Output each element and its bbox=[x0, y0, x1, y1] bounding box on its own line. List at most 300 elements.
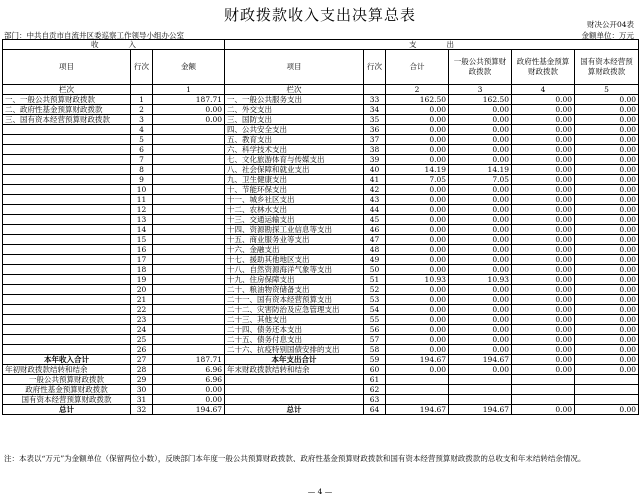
fund-budget-amount: 0.00 bbox=[512, 115, 575, 125]
soe-budget-amount: 0.00 bbox=[575, 275, 639, 285]
expense-item: 三、国防支出 bbox=[225, 115, 364, 125]
income-item: 一般公共预算财政拨款 bbox=[3, 375, 131, 385]
expense-row-number: 47 bbox=[364, 235, 386, 245]
income-item bbox=[3, 275, 131, 285]
fund-budget-amount: 0.00 bbox=[512, 235, 575, 245]
soe-budget-amount: 0.00 bbox=[575, 345, 639, 355]
expense-row-number: 63 bbox=[364, 395, 386, 405]
fund-budget-amount: 0.00 bbox=[512, 125, 575, 135]
fund-budget-amount: 0.00 bbox=[512, 155, 575, 165]
soe-budget-amount: 0.00 bbox=[575, 165, 639, 175]
table-row bbox=[3, 95, 639, 105]
general-budget-amount: 0.00 bbox=[449, 185, 512, 195]
expense-item: 二十五、债务付息支出 bbox=[225, 335, 364, 345]
expense-row-number: 49 bbox=[364, 255, 386, 265]
soe-budget-amount: 0.00 bbox=[575, 105, 639, 115]
expense-row-number: 55 bbox=[364, 315, 386, 325]
fund-budget-amount bbox=[512, 395, 575, 405]
general-budget-amount: 0.00 bbox=[449, 335, 512, 345]
soe-budget-amount: 0.00 bbox=[575, 185, 639, 195]
income-amount: 6.96 bbox=[153, 365, 225, 375]
expense-row-number: 46 bbox=[364, 225, 386, 235]
expense-row-number: 45 bbox=[364, 215, 386, 225]
expense-item: 本年支出合计 bbox=[225, 355, 364, 365]
expense-item: 十五、商业服务业等支出 bbox=[225, 235, 364, 245]
income-item: 二、政府性基金预算财政拨款 bbox=[3, 105, 131, 115]
general-budget-amount: 0.00 bbox=[449, 245, 512, 255]
income-amount: 0.00 bbox=[153, 385, 225, 395]
table-row bbox=[3, 335, 639, 345]
expense-row-number: 51 bbox=[364, 275, 386, 285]
income-amount bbox=[153, 305, 225, 315]
table-row bbox=[3, 315, 639, 325]
income-row-number: 1 bbox=[131, 95, 153, 105]
soe-budget-amount: 0.00 bbox=[575, 235, 639, 245]
income-amount bbox=[153, 135, 225, 145]
general-budget-amount: 0.00 bbox=[449, 285, 512, 295]
general-budget-amount: 0.00 bbox=[449, 305, 512, 315]
expense-total: 0.00 bbox=[386, 105, 449, 115]
form-number: 财决公开04表 bbox=[586, 20, 634, 29]
soe-budget-amount: 0.00 bbox=[575, 145, 639, 155]
expense-total: 0.00 bbox=[386, 335, 449, 345]
soe-budget-amount bbox=[575, 395, 639, 405]
soe-budget-header: 国有资本经营预算财政拨款 bbox=[575, 50, 639, 85]
column-number-5: 5 bbox=[575, 85, 639, 95]
income-item bbox=[3, 205, 131, 215]
soe-budget-amount: 0.00 bbox=[575, 175, 639, 185]
table-row bbox=[3, 235, 639, 245]
soe-budget-amount: 0.00 bbox=[575, 355, 639, 365]
expense-row-number: 34 bbox=[364, 105, 386, 115]
income-amount bbox=[153, 315, 225, 325]
table-row bbox=[3, 205, 639, 215]
general-budget-amount bbox=[449, 385, 512, 395]
expense-total: 0.00 bbox=[386, 185, 449, 195]
expense-total: 0.00 bbox=[386, 365, 449, 375]
income-amount bbox=[153, 145, 225, 155]
expense-section-header: 支 出 bbox=[225, 40, 639, 50]
fund-budget-amount: 0.00 bbox=[512, 185, 575, 195]
table-row bbox=[3, 375, 639, 385]
fund-budget-amount: 0.00 bbox=[512, 335, 575, 345]
expense-item: 一、一般公共服务支出 bbox=[225, 95, 364, 105]
soe-budget-amount: 0.00 bbox=[575, 135, 639, 145]
soe-budget-amount: 0.00 bbox=[575, 205, 639, 215]
general-budget-amount: 194.67 bbox=[449, 355, 512, 365]
expense-row-number: 56 bbox=[364, 325, 386, 335]
fund-budget-amount: 0.00 bbox=[512, 275, 575, 285]
expense-row-number: 54 bbox=[364, 305, 386, 315]
income-item: 总计 bbox=[3, 405, 131, 415]
fund-budget-amount: 0.00 bbox=[512, 305, 575, 315]
income-amount bbox=[153, 275, 225, 285]
fund-budget-amount: 0.00 bbox=[512, 365, 575, 375]
general-budget-amount: 0.00 bbox=[449, 325, 512, 335]
general-budget-amount: 0.00 bbox=[449, 205, 512, 215]
table-row bbox=[3, 285, 639, 295]
expense-item: 二十一、国有资本经营预算支出 bbox=[225, 295, 364, 305]
income-row-number: 32 bbox=[131, 405, 153, 415]
income-item bbox=[3, 295, 131, 305]
income-row-number: 4 bbox=[131, 125, 153, 135]
expense-row-number: 44 bbox=[364, 205, 386, 215]
soe-budget-amount: 0.00 bbox=[575, 155, 639, 165]
general-budget-amount: 7.05 bbox=[449, 175, 512, 185]
expense-total: 162.50 bbox=[386, 95, 449, 105]
general-budget-amount: 0.00 bbox=[449, 125, 512, 135]
expense-item: 十八、自然资源海洋气象等支出 bbox=[225, 265, 364, 275]
income-row-number: 9 bbox=[131, 175, 153, 185]
fund-budget-amount: 0.00 bbox=[512, 165, 575, 175]
expense-row-number: 53 bbox=[364, 295, 386, 305]
income-amount bbox=[153, 195, 225, 205]
income-amount bbox=[153, 255, 225, 265]
expense-total: 0.00 bbox=[386, 195, 449, 205]
general-budget-amount: 0.00 bbox=[449, 155, 512, 165]
expense-total: 0.00 bbox=[386, 255, 449, 265]
soe-budget-amount: 0.00 bbox=[575, 265, 639, 275]
expense-row-number: 60 bbox=[364, 365, 386, 375]
general-budget-amount: 0.00 bbox=[449, 255, 512, 265]
table-row bbox=[3, 175, 639, 185]
expense-row-number: 35 bbox=[364, 115, 386, 125]
soe-budget-amount: 0.00 bbox=[575, 215, 639, 225]
fund-budget-amount: 0.00 bbox=[512, 205, 575, 215]
income-row-number: 26 bbox=[131, 345, 153, 355]
fund-budget-amount: 0.00 bbox=[512, 135, 575, 145]
expense-row-number: 61 bbox=[364, 375, 386, 385]
income-amount bbox=[153, 125, 225, 135]
table-row bbox=[3, 345, 639, 355]
fund-budget-amount: 0.00 bbox=[512, 295, 575, 305]
expense-item: 九、卫生健康支出 bbox=[225, 175, 364, 185]
income-row-number: 23 bbox=[131, 315, 153, 325]
general-budget-amount: 0.00 bbox=[449, 265, 512, 275]
income-row-number: 29 bbox=[131, 375, 153, 385]
expense-item: 二十、粮油物资储备支出 bbox=[225, 285, 364, 295]
fund-budget-amount: 0.00 bbox=[512, 215, 575, 225]
fund-budget-amount: 0.00 bbox=[512, 265, 575, 275]
income-item: 本年收入合计 bbox=[3, 355, 131, 365]
amount-unit-label: 金额单位：万元 bbox=[581, 31, 634, 40]
fund-budget-amount: 0.00 bbox=[512, 95, 575, 105]
table-row bbox=[3, 295, 639, 305]
soe-budget-amount: 0.00 bbox=[575, 245, 639, 255]
expense-item: 十二、农林水支出 bbox=[225, 205, 364, 215]
expense-total: 0.00 bbox=[386, 155, 449, 165]
expense-total: 194.67 bbox=[386, 355, 449, 365]
table-row bbox=[3, 125, 639, 135]
column-number-3: 3 bbox=[449, 85, 512, 95]
table-row bbox=[3, 165, 639, 175]
income-row-number: 27 bbox=[131, 355, 153, 365]
expense-item bbox=[225, 385, 364, 395]
fund-budget-header: 政府性基金预算财政拨款 bbox=[512, 50, 575, 85]
expense-item bbox=[225, 375, 364, 385]
general-budget-amount: 0.00 bbox=[449, 235, 512, 245]
general-budget-amount: 10.93 bbox=[449, 275, 512, 285]
income-item bbox=[3, 195, 131, 205]
table-row bbox=[3, 145, 639, 155]
expense-row-number: 58 bbox=[364, 345, 386, 355]
expense-total bbox=[386, 385, 449, 395]
expense-row-number: 57 bbox=[364, 335, 386, 345]
expense-row-number: 41 bbox=[364, 175, 386, 185]
income-amount bbox=[153, 245, 225, 255]
fund-budget-amount: 0.00 bbox=[512, 175, 575, 185]
income-rowno-label bbox=[131, 85, 153, 95]
income-amount bbox=[153, 175, 225, 185]
expense-total: 0.00 bbox=[386, 145, 449, 155]
table-row bbox=[3, 385, 639, 395]
soe-budget-amount: 0.00 bbox=[575, 335, 639, 345]
expense-item bbox=[225, 395, 364, 405]
income-column-label: 栏次 bbox=[3, 85, 131, 95]
column-number-4: 4 bbox=[512, 85, 575, 95]
income-row-number: 21 bbox=[131, 295, 153, 305]
expense-item-header: 项目 bbox=[225, 50, 364, 85]
report-title: 财政拨款收入支出决算总表 bbox=[223, 6, 416, 24]
soe-budget-amount: 0.00 bbox=[575, 125, 639, 135]
expense-item: 十一、城乡社区支出 bbox=[225, 195, 364, 205]
expense-row-number: 59 bbox=[364, 355, 386, 365]
income-row-number: 24 bbox=[131, 325, 153, 335]
general-budget-amount: 14.19 bbox=[449, 165, 512, 175]
expense-total: 7.05 bbox=[386, 175, 449, 185]
fund-budget-amount: 0.00 bbox=[512, 345, 575, 355]
income-amount: 194.67 bbox=[153, 405, 225, 415]
income-item: 国有资本经营预算财政拨款 bbox=[3, 395, 131, 405]
income-item bbox=[3, 155, 131, 165]
income-row-number: 2 bbox=[131, 105, 153, 115]
income-row-number: 22 bbox=[131, 305, 153, 315]
expense-total: 14.19 bbox=[386, 165, 449, 175]
expense-total: 0.00 bbox=[386, 285, 449, 295]
income-row-number: 17 bbox=[131, 255, 153, 265]
table-row bbox=[3, 195, 639, 205]
income-item bbox=[3, 345, 131, 355]
soe-budget-amount bbox=[575, 375, 639, 385]
expense-total: 0.00 bbox=[386, 215, 449, 225]
expense-total: 0.00 bbox=[386, 305, 449, 315]
income-item bbox=[3, 265, 131, 275]
income-item bbox=[3, 145, 131, 155]
financial-summary-table bbox=[2, 39, 639, 415]
expense-row-number: 52 bbox=[364, 285, 386, 295]
table-note: 注：本表以“万元”为金额单位（保留两位小数），反映部门本年度一般公共预算财政拨款、政府性基金预算财政拨款和国有资本经营预算财政拨款的总收支和年末结转结余情况。 bbox=[4, 454, 586, 463]
income-amount bbox=[153, 185, 225, 195]
income-row-number: 19 bbox=[131, 275, 153, 285]
expense-item: 二十二、灾害防治及应急管理支出 bbox=[225, 305, 364, 315]
soe-budget-amount: 0.00 bbox=[575, 195, 639, 205]
expense-item: 二十六、抗疫特别国债安排的支出 bbox=[225, 345, 364, 355]
expense-item: 六、科学技术支出 bbox=[225, 145, 364, 155]
table-row bbox=[3, 225, 639, 235]
expense-item: 八、社会保障和就业支出 bbox=[225, 165, 364, 175]
general-budget-header: 一般公共预算财政拨款 bbox=[449, 50, 512, 85]
fund-budget-amount: 0.00 bbox=[512, 355, 575, 365]
income-item: 一、一般公共预算财政拨款 bbox=[3, 95, 131, 105]
expense-total: 0.00 bbox=[386, 245, 449, 255]
expense-total: 0.00 bbox=[386, 205, 449, 215]
expense-item: 二、外交支出 bbox=[225, 105, 364, 115]
income-row-number: 31 bbox=[131, 395, 153, 405]
income-amount bbox=[153, 215, 225, 225]
fund-budget-amount bbox=[512, 385, 575, 395]
expense-total: 194.67 bbox=[386, 405, 449, 415]
income-item bbox=[3, 185, 131, 195]
soe-budget-amount: 0.00 bbox=[575, 115, 639, 125]
income-item: 年初财政拨款结转和结余 bbox=[3, 365, 131, 375]
expense-item: 十七、援助其他地区支出 bbox=[225, 255, 364, 265]
soe-budget-amount: 0.00 bbox=[575, 315, 639, 325]
income-row-number: 14 bbox=[131, 225, 153, 235]
table-row bbox=[3, 185, 639, 195]
expense-row-number: 62 bbox=[364, 385, 386, 395]
table-row bbox=[3, 355, 639, 365]
expense-item: 十四、资源勘探工业信息等支出 bbox=[225, 225, 364, 235]
income-amount: 187.71 bbox=[153, 355, 225, 365]
income-amount bbox=[153, 345, 225, 355]
expense-item: 五、教育支出 bbox=[225, 135, 364, 145]
expense-row-number: 37 bbox=[364, 135, 386, 145]
income-row-number: 18 bbox=[131, 265, 153, 275]
income-row-number: 28 bbox=[131, 365, 153, 375]
income-amount bbox=[153, 325, 225, 335]
general-budget-amount: 162.50 bbox=[449, 95, 512, 105]
expense-row-number: 39 bbox=[364, 155, 386, 165]
table-row bbox=[3, 405, 639, 415]
income-row-number: 30 bbox=[131, 385, 153, 395]
expense-column-label: 栏次 bbox=[225, 85, 364, 95]
general-budget-amount: 194.67 bbox=[449, 405, 512, 415]
fund-budget-amount: 0.00 bbox=[512, 195, 575, 205]
expense-item: 二十三、其他支出 bbox=[225, 315, 364, 325]
expense-rowno-label bbox=[364, 85, 386, 95]
income-amount bbox=[153, 155, 225, 165]
expense-total: 0.00 bbox=[386, 315, 449, 325]
table-row bbox=[3, 325, 639, 335]
column-number-2: 2 bbox=[386, 85, 449, 95]
expense-row-number: 40 bbox=[364, 165, 386, 175]
income-row-number: 3 bbox=[131, 115, 153, 125]
soe-budget-amount: 0.00 bbox=[575, 255, 639, 265]
income-item bbox=[3, 135, 131, 145]
expense-row-number: 38 bbox=[364, 145, 386, 155]
general-budget-amount bbox=[449, 375, 512, 385]
income-row-number: 16 bbox=[131, 245, 153, 255]
general-budget-amount: 0.00 bbox=[449, 345, 512, 355]
expense-item: 十六、金融支出 bbox=[225, 245, 364, 255]
total-header: 合计 bbox=[386, 50, 449, 85]
general-budget-amount: 0.00 bbox=[449, 315, 512, 325]
expense-row-number: 48 bbox=[364, 245, 386, 255]
income-item bbox=[3, 305, 131, 315]
income-amount: 0.00 bbox=[153, 115, 225, 125]
income-amount bbox=[153, 335, 225, 345]
expense-total bbox=[386, 395, 449, 405]
soe-budget-amount: 0.00 bbox=[575, 305, 639, 315]
expense-total: 10.93 bbox=[386, 275, 449, 285]
general-budget-amount: 0.00 bbox=[449, 215, 512, 225]
income-amount bbox=[153, 165, 225, 175]
income-amount bbox=[153, 225, 225, 235]
income-section-header: 收 入 bbox=[3, 40, 225, 50]
income-amount: 0.00 bbox=[153, 105, 225, 115]
page-number: — 4 — bbox=[307, 487, 333, 496]
expense-row-number: 43 bbox=[364, 195, 386, 205]
expense-row-number: 64 bbox=[364, 405, 386, 415]
expense-row-number: 50 bbox=[364, 265, 386, 275]
table-row bbox=[3, 215, 639, 225]
expense-row-number: 42 bbox=[364, 185, 386, 195]
income-item bbox=[3, 215, 131, 225]
income-row-number: 7 bbox=[131, 155, 153, 165]
income-rowno-header: 行次 bbox=[131, 50, 153, 85]
income-row-number: 13 bbox=[131, 215, 153, 225]
income-row-number: 10 bbox=[131, 185, 153, 195]
expense-item: 七、文化旅游体育与传媒支出 bbox=[225, 155, 364, 165]
soe-budget-amount: 0.00 bbox=[575, 325, 639, 335]
expense-item: 总计 bbox=[225, 405, 364, 415]
income-amount: 187.71 bbox=[153, 95, 225, 105]
income-amount-header: 金额 bbox=[153, 50, 225, 85]
expense-row-number: 36 bbox=[364, 125, 386, 135]
soe-budget-amount: 0.00 bbox=[575, 285, 639, 295]
income-row-number: 8 bbox=[131, 165, 153, 175]
general-budget-amount: 0.00 bbox=[449, 195, 512, 205]
general-budget-amount: 0.00 bbox=[449, 115, 512, 125]
fund-budget-amount: 0.00 bbox=[512, 255, 575, 265]
general-budget-amount bbox=[449, 395, 512, 405]
expense-total: 0.00 bbox=[386, 325, 449, 335]
income-item bbox=[3, 285, 131, 295]
fund-budget-amount: 0.00 bbox=[512, 245, 575, 255]
income-item bbox=[3, 335, 131, 345]
table-row bbox=[3, 135, 639, 145]
income-item bbox=[3, 325, 131, 335]
fund-budget-amount: 0.00 bbox=[512, 405, 575, 415]
soe-budget-amount: 0.00 bbox=[575, 225, 639, 235]
fund-budget-amount: 0.00 bbox=[512, 325, 575, 335]
general-budget-amount: 0.00 bbox=[449, 135, 512, 145]
income-item bbox=[3, 225, 131, 235]
expense-item: 二十四、债务还本支出 bbox=[225, 325, 364, 335]
income-item: 政府性基金预算财政拨款 bbox=[3, 385, 131, 395]
general-budget-amount: 0.00 bbox=[449, 105, 512, 115]
income-amount: 0.00 bbox=[153, 395, 225, 405]
expense-total: 0.00 bbox=[386, 235, 449, 245]
income-amount bbox=[153, 295, 225, 305]
fund-budget-amount bbox=[512, 375, 575, 385]
income-item bbox=[3, 235, 131, 245]
income-amount bbox=[153, 205, 225, 215]
table-row bbox=[3, 105, 639, 115]
column-number-1: 1 bbox=[153, 85, 225, 95]
fund-budget-amount: 0.00 bbox=[512, 225, 575, 235]
income-amount bbox=[153, 285, 225, 295]
general-budget-amount: 0.00 bbox=[449, 295, 512, 305]
general-budget-amount: 0.00 bbox=[449, 225, 512, 235]
expense-total: 0.00 bbox=[386, 345, 449, 355]
expense-item: 十、节能环保支出 bbox=[225, 185, 364, 195]
fund-budget-amount: 0.00 bbox=[512, 285, 575, 295]
income-row-number: 25 bbox=[131, 335, 153, 345]
table-row bbox=[3, 395, 639, 405]
soe-budget-amount: 0.00 bbox=[575, 365, 639, 375]
income-row-number: 12 bbox=[131, 205, 153, 215]
